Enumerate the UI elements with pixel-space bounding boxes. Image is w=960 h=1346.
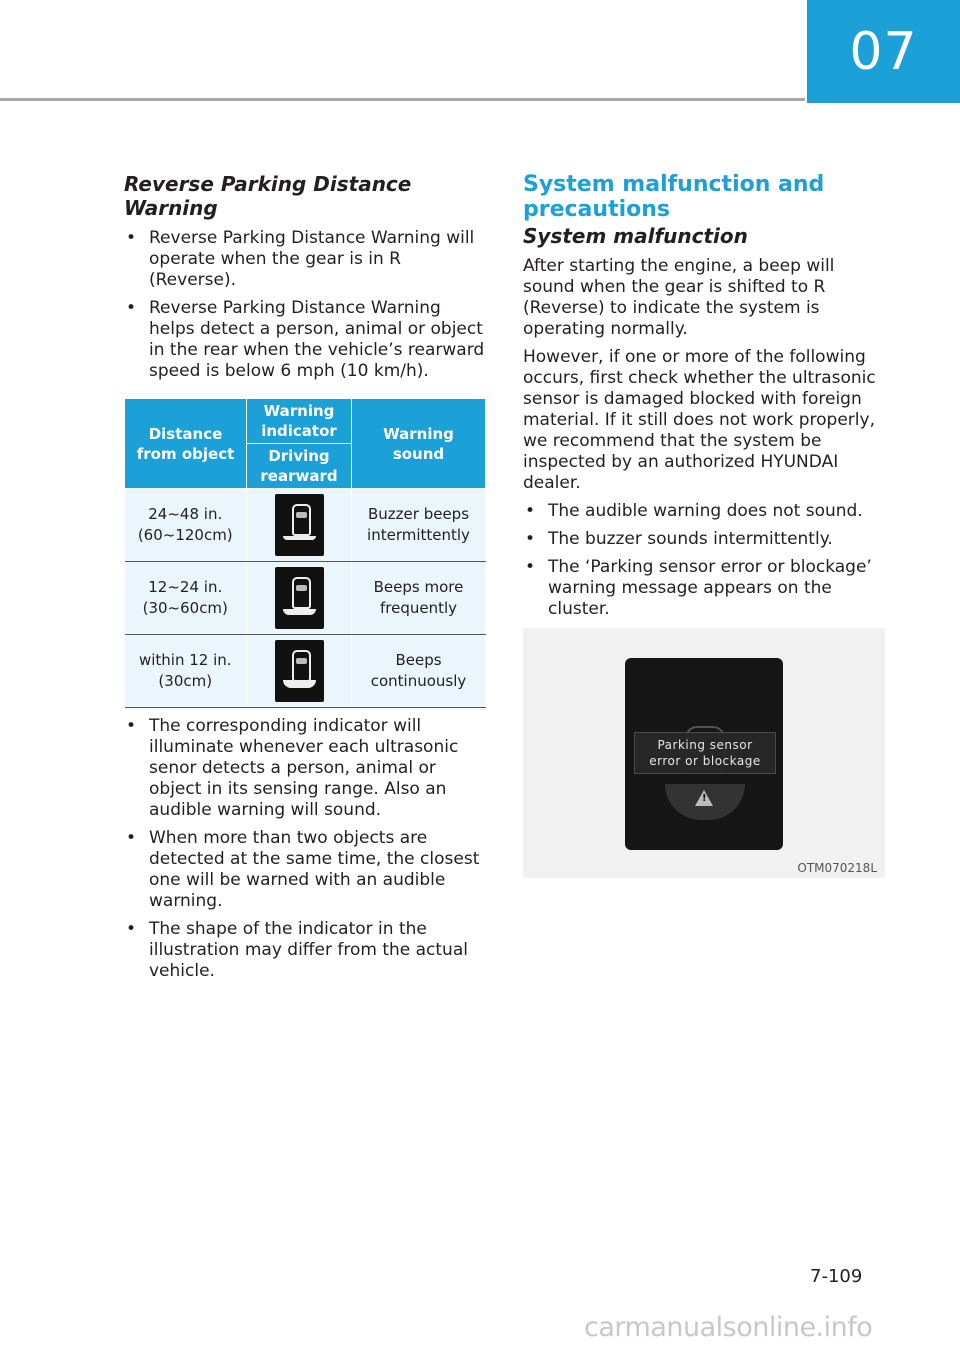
left-column (124, 172, 488, 989)
sound-cell: Beeps more frequently (352, 562, 486, 635)
table-header-driving: Driving rearward (247, 444, 352, 489)
paragraph: However, if one or more of the following occurs, first check whether the ultrasonic sensor is damaged blocked with foreign material. If it still does not work properly, we recommend that the system be inspected by an authorized HYUNDAI dealer. (523, 347, 876, 493)
cluster-warning-message: Parking sensor error or blockage (634, 732, 776, 774)
indicator-cell (247, 562, 352, 635)
malfunction-bullet-list (523, 501, 887, 620)
table-row (125, 562, 486, 635)
parking-indicator-icon (275, 640, 324, 702)
sound-cell: Beeps continuously (352, 635, 486, 708)
distance-cell: within 12 in. (30cm) (125, 635, 247, 708)
parking-indicator-icon (275, 567, 324, 629)
section-title: System malfunction and precautions (523, 172, 825, 222)
list-item: • The shape of the indicator in the illustration may differ from the actual vehicle. (124, 919, 488, 982)
table-header-sound: Warning sound (352, 399, 486, 489)
distance-cell: 24~48 in. (60~120cm) (125, 489, 247, 562)
cluster-display (625, 658, 783, 850)
subheading-system-malfunction: System malfunction (523, 224, 748, 248)
after-bullet-list (124, 716, 488, 982)
list-item: • Reverse Parking Distance Warning will operate when the gear is in R (Reverse). (124, 228, 488, 291)
section-heading-reverse-pdw: Reverse Parking Distance Warning (124, 172, 412, 220)
header-rule (0, 98, 805, 101)
table-row (125, 489, 486, 562)
cluster-figure (523, 628, 885, 878)
watermark: carmanualsonline.info (584, 1312, 873, 1343)
list-item: • The corresponding indicator will illuminate whenever each ultrasonic senor detects a person, animal or object in its sensing range. Also an audible warning will sound. (124, 716, 488, 821)
list-item: • The ‘Parking sensor error or blockage’ warning message appears on the cluster. (523, 557, 887, 620)
right-column (523, 172, 887, 878)
page-number: 7-109 (810, 1266, 863, 1287)
table-header-indicator: Warning indicator (247, 399, 352, 444)
table-header-distance: Distance from object (125, 399, 247, 489)
distance-cell: 12~24 in. (30~60cm) (125, 562, 247, 635)
parking-indicator-icon (275, 494, 324, 556)
figure-code: OTM070218L (797, 861, 877, 875)
chapter-number: 07 (849, 21, 918, 82)
list-item: • Reverse Parking Distance Warning helps detect a person, animal or object in the rear when the vehicle’s rearward speed is below 6 mph (10 km/h). (124, 298, 488, 382)
list-item: • When more than two objects are detected at the same time, the closest one will be warned with an audible warning. (124, 828, 488, 912)
warning-table (124, 398, 486, 708)
intro-bullet-list (124, 228, 488, 382)
paragraph: After starting the engine, a beep will sound when the gear is shifted to R (Reverse) to indicate the system is operating normally. (523, 256, 835, 339)
table-row (125, 635, 486, 708)
list-item: • The buzzer sounds intermittently. (523, 529, 887, 550)
exclamation-icon: ! (702, 793, 707, 804)
list-item: • The audible warning does not sound. (523, 501, 887, 522)
indicator-cell (247, 635, 352, 708)
indicator-cell (247, 489, 352, 562)
chapter-tab (807, 0, 960, 103)
sound-cell: Buzzer beeps intermittently (352, 489, 486, 562)
